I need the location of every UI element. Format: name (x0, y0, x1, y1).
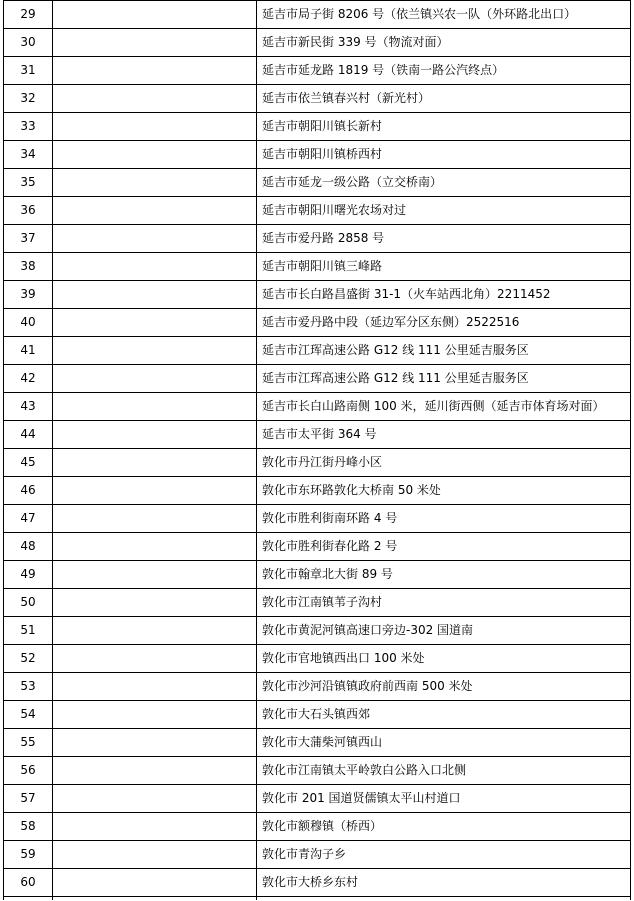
row-number-cell: 35 (4, 169, 53, 197)
address-cell: 敦化市额穆镇（桥西） (257, 813, 631, 841)
address-cell: 延吉市爱丹路中段（延边军分区东侧）2522516 (257, 309, 631, 337)
address-cell: 延吉市江珲高速公路 G12 线 111 公里延吉服务区 (257, 365, 631, 393)
table-row (4, 533, 631, 561)
empty-cell (53, 785, 257, 813)
empty-cell (53, 337, 257, 365)
partial-cell (257, 897, 631, 901)
table-row (4, 365, 631, 393)
row-number-cell: 37 (4, 225, 53, 253)
table-row (4, 561, 631, 589)
empty-cell (53, 29, 257, 57)
table-row (4, 505, 631, 533)
table-row (4, 1, 631, 29)
empty-cell (53, 869, 257, 897)
table-row-partial (4, 897, 631, 901)
row-number-cell: 56 (4, 757, 53, 785)
empty-cell (53, 421, 257, 449)
table-body (4, 1, 631, 901)
empty-cell (53, 645, 257, 673)
empty-cell (53, 197, 257, 225)
row-number-cell: 58 (4, 813, 53, 841)
table-row (4, 813, 631, 841)
address-cell: 延吉市爱丹路 2858 号 (257, 225, 631, 253)
empty-cell (53, 617, 257, 645)
row-number-cell: 50 (4, 589, 53, 617)
row-number-cell: 52 (4, 645, 53, 673)
row-number-cell: 48 (4, 533, 53, 561)
address-cell: 敦化市沙河沿镇镇政府前西南 500 米处 (257, 673, 631, 701)
table-row (4, 477, 631, 505)
row-number-cell: 57 (4, 785, 53, 813)
address-cell: 敦化市江南镇太平岭敦白公路入口北侧 (257, 757, 631, 785)
address-cell: 延吉市朝阳川镇三峰路 (257, 253, 631, 281)
row-number-cell: 60 (4, 869, 53, 897)
empty-cell (53, 449, 257, 477)
table-row (4, 169, 631, 197)
address-cell: 敦化市翰章北大街 89 号 (257, 561, 631, 589)
table-row (4, 449, 631, 477)
row-number-cell: 54 (4, 701, 53, 729)
table-row (4, 393, 631, 421)
row-number-cell: 40 (4, 309, 53, 337)
row-number-cell: 31 (4, 57, 53, 85)
table-row (4, 281, 631, 309)
row-number-cell: 43 (4, 393, 53, 421)
address-cell: 敦化市胜利街南环路 4 号 (257, 505, 631, 533)
table-row (4, 729, 631, 757)
address-cell: 延吉市朝阳川曙光农场对过 (257, 197, 631, 225)
partial-cell (53, 897, 257, 901)
address-cell: 敦化市丹江街丹峰小区 (257, 449, 631, 477)
empty-cell (53, 57, 257, 85)
row-number-cell: 29 (4, 1, 53, 29)
address-table (3, 0, 631, 900)
address-cell: 延吉市长白山路南侧 100 米，延川街西侧（延吉市体育场对面） (257, 393, 631, 421)
row-number-cell: 42 (4, 365, 53, 393)
address-cell: 延吉市新民街 339 号（物流对面） (257, 29, 631, 57)
address-cell: 延吉市依兰镇春兴村（新光村） (257, 85, 631, 113)
row-number-cell: 30 (4, 29, 53, 57)
empty-cell (53, 477, 257, 505)
address-cell: 敦化市官地镇西出口 100 米处 (257, 645, 631, 673)
empty-cell (53, 701, 257, 729)
row-number-cell: 53 (4, 673, 53, 701)
table-row (4, 141, 631, 169)
row-number-cell: 36 (4, 197, 53, 225)
address-cell: 延吉市延龙路 1819 号（铁南一路公汽终点） (257, 57, 631, 85)
table-row (4, 645, 631, 673)
table-row (4, 85, 631, 113)
row-number-cell: 41 (4, 337, 53, 365)
row-number-cell: 59 (4, 841, 53, 869)
empty-cell (53, 281, 257, 309)
table-row (4, 701, 631, 729)
address-cell: 延吉市江珲高速公路 G12 线 111 公里延吉服务区 (257, 337, 631, 365)
address-cell: 延吉市局子街 8206 号（依兰镇兴农一队（外环路北出口） (257, 1, 631, 29)
table-row (4, 29, 631, 57)
empty-cell (53, 113, 257, 141)
table-row (4, 253, 631, 281)
address-cell: 延吉市朝阳川镇桥西村 (257, 141, 631, 169)
empty-cell (53, 505, 257, 533)
table-row (4, 197, 631, 225)
empty-cell (53, 169, 257, 197)
table-row (4, 57, 631, 85)
empty-cell (53, 533, 257, 561)
row-number-cell: 51 (4, 617, 53, 645)
address-cell: 敦化市 201 国道贤儒镇太平山村道口 (257, 785, 631, 813)
table-row (4, 309, 631, 337)
address-cell: 敦化市江南镇苇子沟村 (257, 589, 631, 617)
empty-cell (53, 365, 257, 393)
address-cell: 延吉市长白路昌盛街 31-1（火车站西北角）2211452 (257, 281, 631, 309)
empty-cell (53, 561, 257, 589)
empty-cell (53, 729, 257, 757)
address-cell: 敦化市大桥乡东村 (257, 869, 631, 897)
table-row (4, 421, 631, 449)
empty-cell (53, 309, 257, 337)
empty-cell (53, 1, 257, 29)
table-row (4, 869, 631, 897)
row-number-cell: 47 (4, 505, 53, 533)
empty-cell (53, 393, 257, 421)
empty-cell (53, 85, 257, 113)
address-cell: 延吉市太平街 364 号 (257, 421, 631, 449)
table-row (4, 113, 631, 141)
row-number-cell: 34 (4, 141, 53, 169)
table-row (4, 589, 631, 617)
empty-cell (53, 813, 257, 841)
table-row (4, 337, 631, 365)
table-row (4, 673, 631, 701)
address-cell: 敦化市东环路敦化大桥南 50 米处 (257, 477, 631, 505)
table-row (4, 617, 631, 645)
empty-cell (53, 841, 257, 869)
empty-cell (53, 589, 257, 617)
address-cell: 敦化市大石头镇西郊 (257, 701, 631, 729)
address-cell: 延吉市朝阳川镇长新村 (257, 113, 631, 141)
row-number-cell: 39 (4, 281, 53, 309)
row-number-cell: 55 (4, 729, 53, 757)
empty-cell (53, 141, 257, 169)
address-cell: 敦化市黄泥河镇高速口旁边-302 国道南 (257, 617, 631, 645)
row-number-cell: 46 (4, 477, 53, 505)
row-number-cell: 44 (4, 421, 53, 449)
partial-cell (4, 897, 53, 901)
row-number-cell: 33 (4, 113, 53, 141)
address-cell: 敦化市胜利街春化路 2 号 (257, 533, 631, 561)
table-row (4, 841, 631, 869)
row-number-cell: 32 (4, 85, 53, 113)
empty-cell (53, 673, 257, 701)
table-row (4, 225, 631, 253)
row-number-cell: 45 (4, 449, 53, 477)
row-number-cell: 49 (4, 561, 53, 589)
empty-cell (53, 253, 257, 281)
address-cell: 延吉市延龙一级公路（立交桥南） (257, 169, 631, 197)
empty-cell (53, 757, 257, 785)
table-row (4, 757, 631, 785)
row-number-cell: 38 (4, 253, 53, 281)
empty-cell (53, 225, 257, 253)
address-cell: 敦化市青沟子乡 (257, 841, 631, 869)
address-cell: 敦化市大蒲柴河镇西山 (257, 729, 631, 757)
table-row (4, 785, 631, 813)
